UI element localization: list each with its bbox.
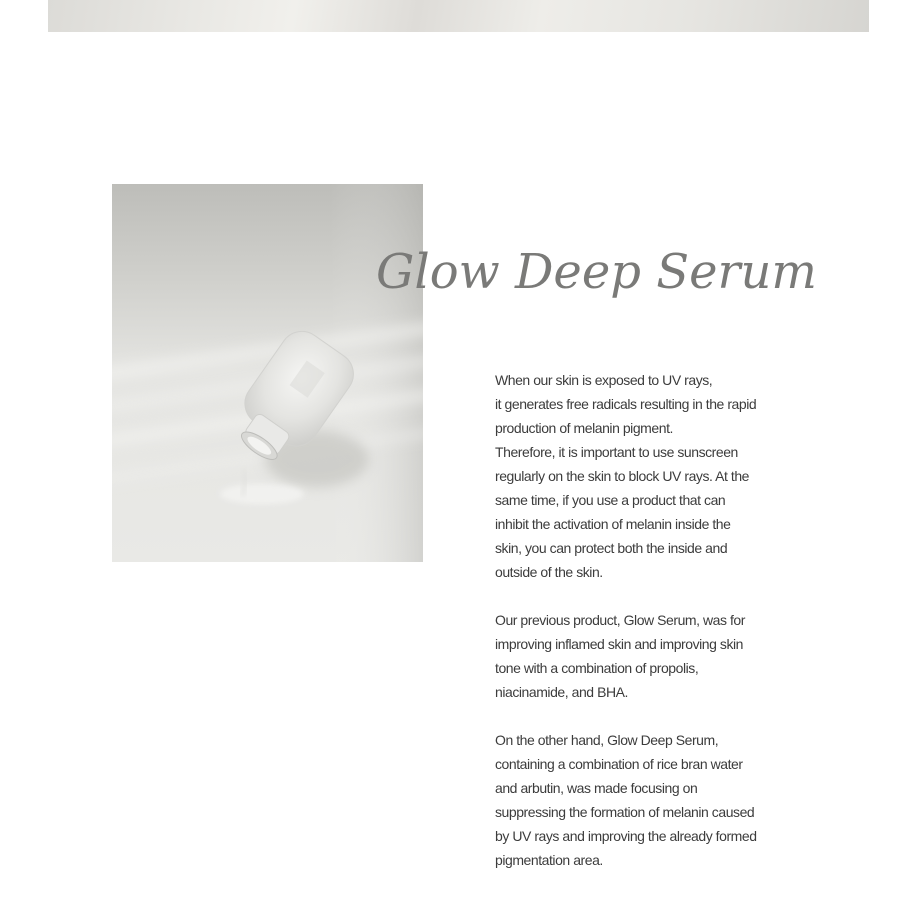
text-line: When our skin is exposed to UV rays, [495, 372, 713, 388]
text-line: Our previous product, Glow Serum, was for [495, 612, 745, 628]
page-title: Glow Deep Serum [376, 244, 817, 300]
text-line: niacinamide, and BHA. [495, 684, 628, 700]
text-line: containing a combination of rice bran water [495, 756, 743, 772]
text-line: improving inflamed skin and improving skin [495, 636, 743, 652]
text-line: and arbutin, was made focusing on [495, 780, 698, 796]
text-line: by UV rays and improving the already formed [495, 828, 757, 844]
text-line: regularly on the skin to block UV rays. At the [495, 468, 749, 484]
paragraph-glow-deep-serum [495, 728, 777, 872]
text-line: inhibit the activation of melanin inside the [495, 516, 731, 532]
paragraph-glow-serum [495, 608, 777, 704]
description-text [495, 368, 777, 896]
text-line: production of melanin pigment. [495, 420, 673, 436]
text-line: pigmentation area. [495, 852, 603, 868]
paragraph-uv-protection [495, 368, 777, 584]
top-banner-image [48, 0, 869, 32]
text-line: same time, if you use a product that can [495, 492, 726, 508]
text-line: Therefore, it is important to use sunscreen [495, 444, 738, 460]
text-line: tone with a combination of propolis, [495, 660, 699, 676]
text-line: skin, you can protect both the inside and [495, 540, 728, 556]
text-line: On the other hand, Glow Deep Serum, [495, 732, 719, 748]
text-line: outside of the skin. [495, 564, 603, 580]
text-line: it generates free radicals resulting in the rapid [495, 396, 757, 412]
text-line: suppressing the formation of melanin caused [495, 804, 755, 820]
